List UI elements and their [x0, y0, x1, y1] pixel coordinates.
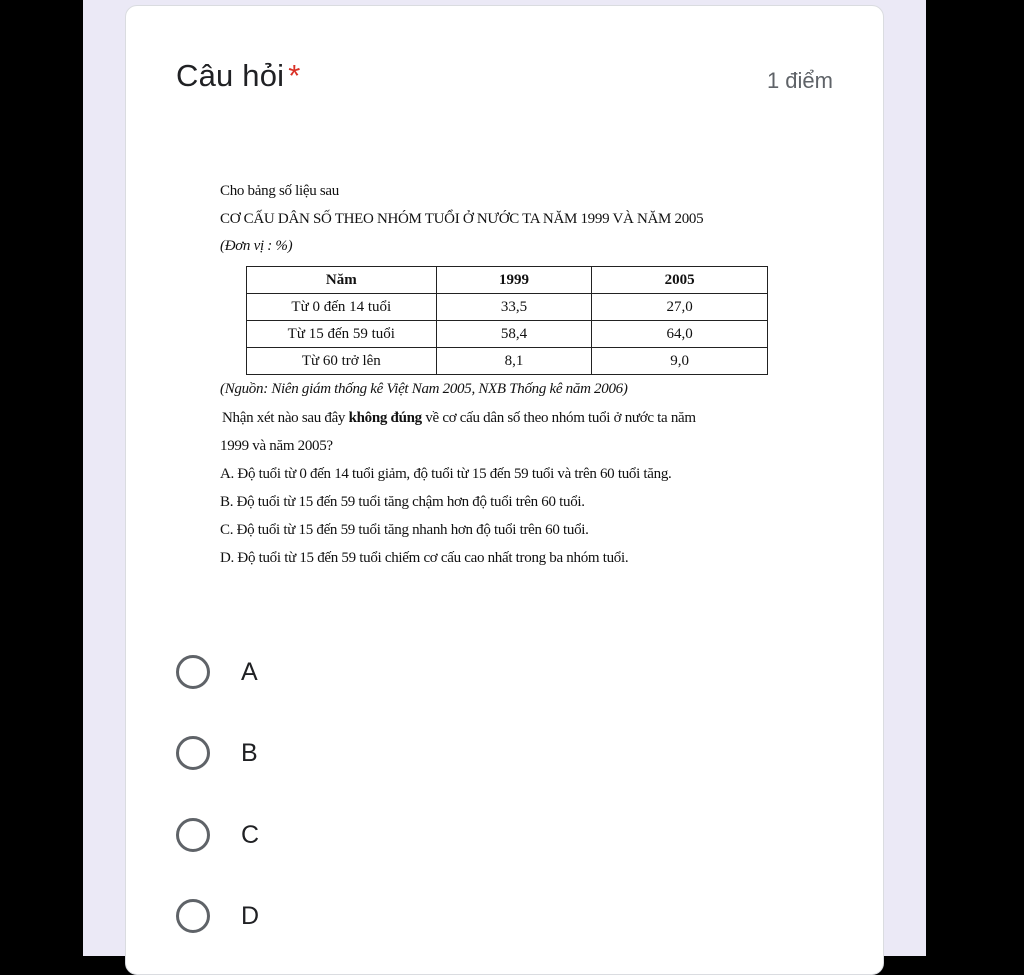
image-prompt-line2: 1999 và năm 2005?	[220, 438, 333, 454]
table-cell: 64,0	[592, 321, 768, 348]
table-cell: 8,1	[436, 348, 592, 375]
table-cell: Từ 15 đến 59 tuổi	[247, 321, 437, 348]
table-header-cell: Năm	[247, 267, 437, 294]
question-image	[210, 175, 790, 575]
table-cell: 33,5	[436, 294, 592, 321]
image-choice-a: A. Độ tuổi từ 0 đến 14 tuổi giảm, độ tuổi từ 15 đến 59 tuổi và trên 60 tuổi tăng.	[220, 466, 672, 482]
image-table-title: CƠ CẤU DÂN SỐ THEO NHÓM TUỔI Ở NƯỚC TA NĂM 1999 VÀ NĂM 2005	[220, 211, 704, 227]
table-row	[247, 321, 768, 348]
image-source: (Nguồn: Niên giám thống kê Việt Nam 2005, NXB Thống kê năm 2006)	[220, 381, 628, 397]
table-cell: Từ 60 trở lên	[247, 348, 437, 375]
radio-button-c[interactable]	[176, 818, 210, 852]
radio-button-a[interactable]	[176, 655, 210, 689]
table-header-cell: 1999	[436, 267, 592, 294]
radio-button-d[interactable]	[176, 899, 210, 933]
question-title	[176, 58, 301, 94]
option-label-d: D	[241, 901, 260, 930]
table-cell: 58,4	[436, 321, 592, 348]
option-label-c: C	[241, 820, 260, 849]
image-prompt	[222, 410, 696, 427]
table-row	[247, 294, 768, 321]
image-choice-d: D. Độ tuổi từ 15 đến 59 tuổi chiếm cơ cấu cao nhất trong ba nhóm tuổi.	[220, 550, 629, 566]
question-points: 1 điểm	[766, 68, 833, 93]
image-unit: (Đơn vị : %)	[220, 238, 293, 254]
option-label-a: A	[241, 657, 258, 686]
table-cell: 9,0	[592, 348, 768, 375]
option-d[interactable]	[176, 895, 576, 937]
table-header-row	[247, 267, 768, 294]
option-c[interactable]	[176, 814, 576, 856]
radio-button-b[interactable]	[176, 736, 210, 770]
image-intro: Cho bảng số liệu sau	[220, 183, 339, 199]
image-choice-b: B. Độ tuổi từ 15 đến 59 tuổi tăng chậm hơn độ tuổi trên 60 tuổi.	[220, 494, 585, 510]
option-label-b: B	[241, 738, 258, 767]
table-row	[247, 348, 768, 375]
table-cell: Từ 0 đến 14 tuổi	[247, 294, 437, 321]
option-a[interactable]	[176, 651, 576, 693]
population-table	[246, 266, 768, 375]
prompt-bold-text: không đúng	[348, 410, 422, 426]
table-cell: 27,0	[592, 294, 768, 321]
option-b[interactable]	[176, 732, 576, 774]
prompt-text: Nhận xét nào sau đây	[222, 410, 349, 426]
table-header-cell: 2005	[592, 267, 768, 294]
prompt-text: về cơ cấu dân số theo nhóm tuổi ở nước ta năm	[421, 410, 696, 426]
question-title-text: Câu hỏi	[176, 58, 285, 93]
required-asterisk: *	[288, 58, 301, 93]
image-choice-c: C. Độ tuổi từ 15 đến 59 tuổi tăng nhanh hơn độ tuổi trên 60 tuổi.	[220, 522, 589, 538]
